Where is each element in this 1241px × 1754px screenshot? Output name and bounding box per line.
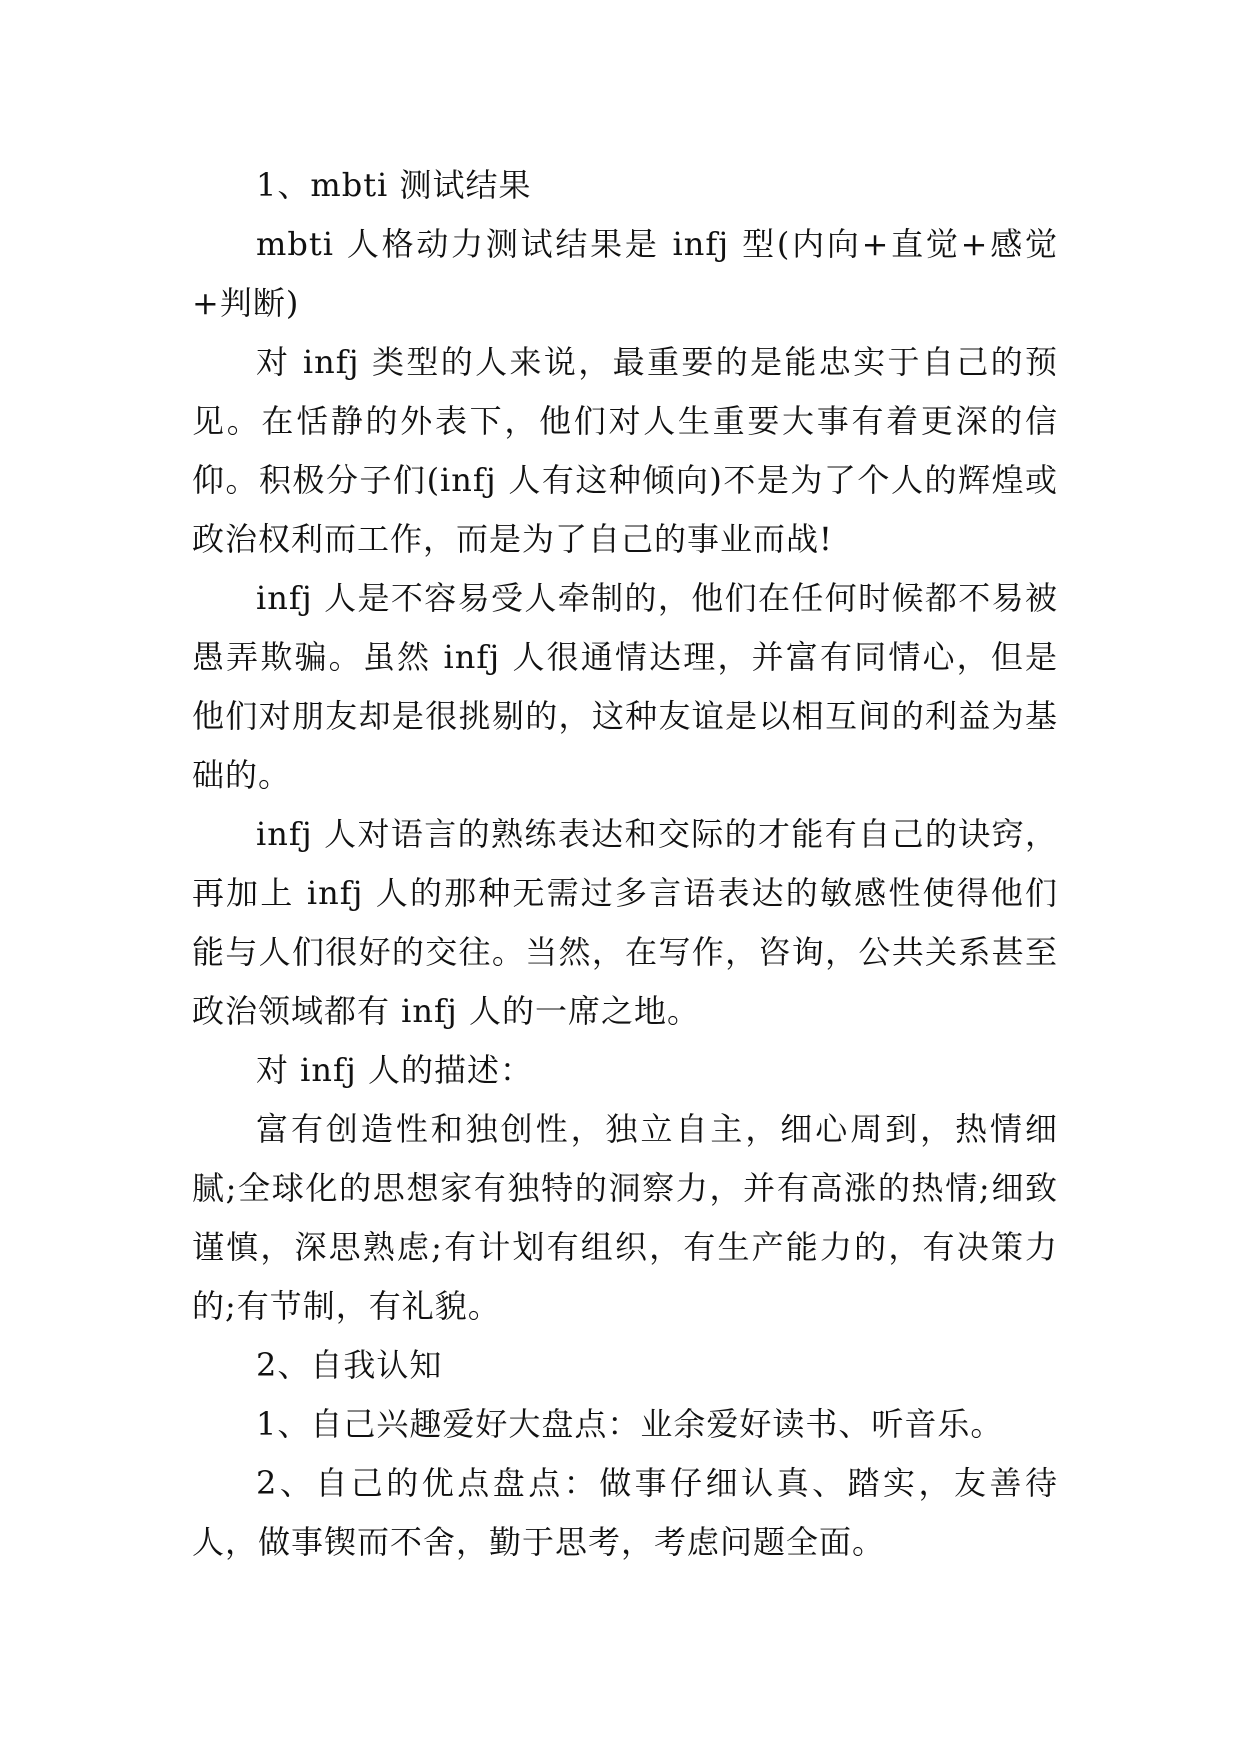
paragraph-hobbies: 1、自己兴趣爱好大盘点：业余爱好读书、听音乐。: [256, 1405, 1004, 1443]
heading-mbti-result: 1、mbti 测试结果: [256, 166, 532, 204]
paragraph-infj-foresight: 对 infj 类型的人来说，最重要的是能忠实于自己的预见。在恬静的外表下，他们对人生重要大事有着更深的信仰。积极分子们(infj 人有这种倾向)不是为了个人的辉煌或政治权利而工作，而是为了自己的事业而战!: [192, 343, 1058, 558]
paragraph-infj-traits: 富有创造性和独创性，独立自主，细心周到，热情细腻;全球化的思想家有独特的洞察力，并有高涨的热情;细致谨慎，深思熟虑;有计划有组织，有生产能力的，有决策力的;有节制，有礼貌。: [192, 1110, 1058, 1325]
paragraph-strengths: 2、自己的优点盘点：做事仔细认真、踏实，友善待人，做事锲而不舍，勤于思考，考虑问题全面。: [192, 1464, 1058, 1561]
paragraph-infj-friendship: infj 人是不容易受人牵制的，他们在任何时候都不易被愚弄欺骗。虽然 infj 人很通情达理，并富有同情心，但是他们对朋友却是很挑剔的，这种友谊是以相互间的利益为基础的。: [192, 579, 1058, 794]
paragraph-infj-description-label: 对 infj 人的描述：: [256, 1051, 533, 1089]
heading-self-awareness: 2、自我认知: [256, 1346, 443, 1384]
document-body: [192, 156, 1058, 1572]
paragraph-infj-communication: infj 人对语言的熟练表达和交际的才能有自己的诀窍，再加上 infj 人的那种无需过多言语表达的敏感性使得他们能与人们很好的交往。当然，在写作，咨询，公共关系甚至政治领域都有 infj 人的一席之地。: [192, 815, 1058, 1030]
paragraph-mbti-type: mbti 人格动力测试结果是 infj 型(内向+直觉+感觉+判断): [192, 225, 1058, 322]
